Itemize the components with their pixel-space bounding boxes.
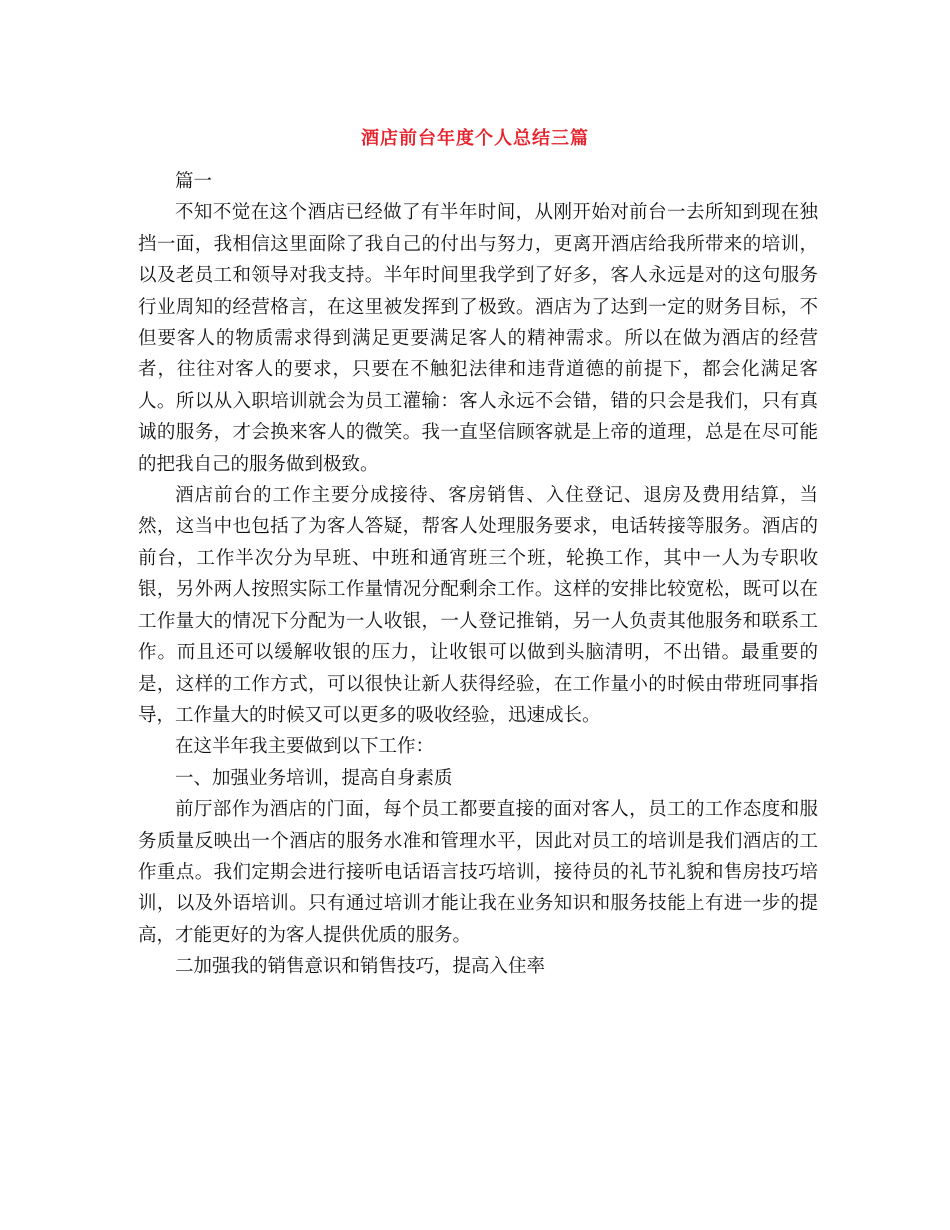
paragraph: 不知不觉在这个酒店已经做了有半年时间，从刚开始对前台一去所知到现在独挡一面，我相信这里面除了我自己的付出与努力，更离开酒店给我所带来的培训，以及老员工和领导对我支持。半年时间里我学到了好多，客人永远是对的这句服务行业周知的经营格言，在这里被发挥到了极致。酒店为了达到一定的财务目标，不但要客人的物质需求得到满足更要满足客人的精神需求。所以在做为酒店的经营者，往往对客人的要求，只要在不触犯法律和违背道德的前提下，都会化满足客人。所以从入职培训就会为员工灌输：客人永远不会错，错的只会是我们，只有真诚的服务，才会换来客人的微笑。我一直坚信顾客就是上帝的道理，总是在尽可能的把我自己的服务做到极致。 <box>138 202 818 475</box>
list-heading: 一、加强业务培训，提高自身素质 <box>175 767 453 789</box>
document-body <box>138 166 818 983</box>
list-heading: 二加强我的销售意识和销售技巧，提高入住率 <box>175 956 546 978</box>
paragraph: 在这半年我主要做到以下工作： <box>175 736 435 758</box>
document-title: 酒店前台年度个人总结三篇 <box>361 128 589 149</box>
paragraph: 酒店前台的工作主要分成接待、客房销售、入住登记、退房及费用结算，当然，这当中也包括了为客人答疑，帮客人处理服务要求，电话转接等服务。酒店的前台，工作半次分为早班、中班和通宵班三个班，轮换工作，其中一人为专职收银，另外两人按照实际工作量情况分配剩余工作。这样的安排比较宽松，既可以在工作量大的情况下分配为一人收银，一人登记推销，另一人负责其他服务和联系工作。而且还可以缓解收银的压力，让收银可以做到头脑清明，不出错。最重要的是，这样的工作方式，可以很快让新人获得经验，在工作量小的时候由带班同事指导，工作量大的时候又可以更多的吸收经验，迅速成长。 <box>138 485 818 726</box>
paragraph: 前厅部作为酒店的门面，每个员工都要直接的面对客人，员工的工作态度和服务质量反映出一个酒店的服务水准和管理水平，因此对员工的培训是我们酒店的工作重点。我们定期会进行接听电话语言技巧培训，接待员的礼节礼貌和售房技巧培训，以及外语培训。只有通过培训才能让我在业务知识和服务技能上有进一步的提高，才能更好的为客人提供优质的服务。 <box>138 799 818 946</box>
section-heading: 篇一 <box>175 171 213 192</box>
